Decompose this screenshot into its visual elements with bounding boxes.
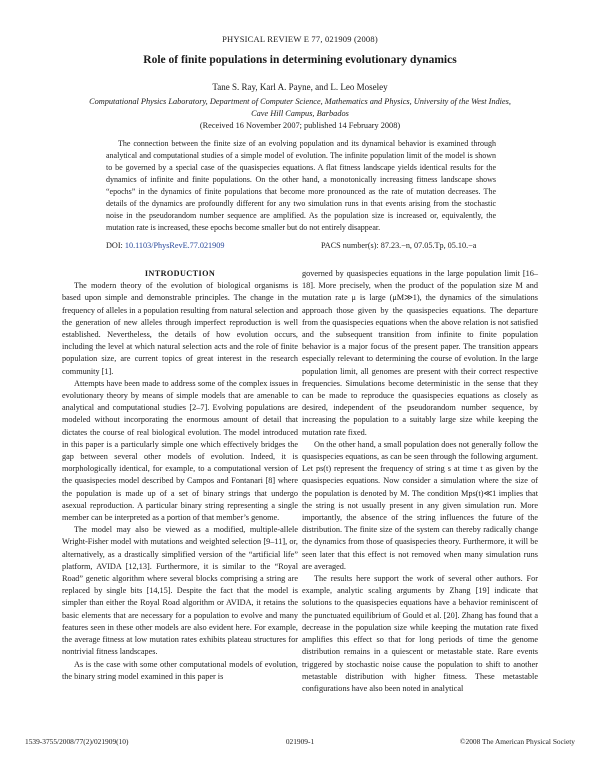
journal-header: PHYSICAL REVIEW E 77, 021909 (2008) [222, 34, 378, 44]
paragraph: The model may also be viewed as a modified, multiple-allele Wright-Fisher model with mutations and weighted selection [9–11], or, alternatively, as a drastically simplified version of the “artificial life” platform, AVIDA [12,13]. Furthermore, it is similar to the “Royal Road” genetic algorithm where several blocks comprising a string are replaced by single bits [14,15]. Despite the fact that the model is simpler than either the Royal Road algorithm or AVIDA, it retains the basic elements that are necessary for a population to evolve and many features seen in these other models are also evident here. For example, the average fitness at low mutation rates exhibits plateau structures for nontrivial fitness landscapes. [62, 525, 298, 657]
doi-link[interactable]: 10.1103/PhysRevE.77.021909 [124, 241, 225, 250]
paragraph: governed by quasispecies equations in the large population limit [16–18]. More precisely, when the product of the population size M and mutation rate μ is large (μM≫1), the dynamics of the simulations approach those given by the quasispecies equations. The departure from the quasispecies equations when the above relation is not satisfied and the subsequent transition from infinite to finite population behavior is a major focus of the present paper. The transition appears especially relevant to determining the course of evolution. In the large population limit, all genomes are present with their correct respective frequencies. Simulations become deterministic in the sense that they can be made to reproduce the quasispecies equations as closely as desired, independent of the pseudorandom number sequence, by increasing the population to a suitably large size while keeping the mutation rate fixed. [302, 269, 538, 437]
paragraph: The results here support the work of several other authors. For example, analytic scaling arguments by Zhang [19] indicate that solutions to the quasispecies equations have a behavior reminiscent of the punctuated equilibrium of Gould et al. [20]. Zhang has found that a decrease in the population size while keeping the mutation rate fixed amplifies this effect so that for long periods of time the genome distribution remains in a quiescent or metastable state. Rare events triggered by stochastic noise cause the population to shift to another metastable distribution with higher fitness. These metastable configurations have also been noted in analytical [302, 574, 538, 693]
paper-title: Role of finite populations in determining evolutionary dynamics [143, 54, 457, 66]
paragraph: The modern theory of the evolution of biological organisms is based upon simple and demonstrable principles. The change in the frequency of alleles in a population resulting from natural selection and the generation of new alleles through imperfect reproduction is well established. Nevertheless, the details of how evolution occurs, including the level at which natural selection acts and the role of finite population size, are current topics of great interest in the research community [1]. [62, 281, 298, 376]
doi-line [106, 241, 224, 250]
footer-page-number: 021909-1 [285, 737, 315, 746]
section-heading: INTRODUCTION [144, 269, 216, 278]
affiliation-line-2: Cave Hill Campus, Barbados [251, 109, 349, 118]
footer-copyright: ©2008 The American Physical Society [459, 737, 575, 746]
paragraph: On the other hand, a small population does not generally follow the quasispecies equations, as can be seen through the following argument. Let ps(t) represent the frequency of string s at time t as given by the quasispecies equations. Now consider a simulation where the size of the population is denoted by M. The condition Mps(t)≪1 implies that the string is not usually present in any given simulation run. More importantly, the absence of the string influences the future of the distribution. The finite size of the system can thereby radically change the dynamics from those of quasispecies theory. Furthermore, it will be seen later that this effect is not removed when many simulation runs are averaged. [302, 439, 538, 571]
paragraph: As is the case with some other computational models of evolution, the binary string model examined in this paper is [62, 659, 298, 681]
paragraph: Attempts have been made to address some of the complex issues in evolutionary theory by means of simple models that are amenable to analytical and computational studies [2–7]. Evolving populations are modeled without incorporating the enormous amount of detail that dictates the course of real biological evolution. The model introduced in this paper is a particularly simple one which effectively bridges the gap between several other models of evolution. Indeed, it is morphologically identical, for example, to a computational version of the quasispecies model described by Campos and Fontanari [8] where the population is made up of a set of binary strings that undergo asexual reproduction. A particular binary string representing a single member can be interpreted as a portion of that member’s genome. [62, 378, 298, 523]
abstract: The connection between the finite size of an evolving population and its dynamical behavior is examined through analytical and computational studies of a simple model of evolution. The infinite population limit of the model is shown to be governed by a special case of the quasispecies equations. A flat fitness landscape yields identical results for the dynamics of infinite and finite populations. On the other hand, a monotonically increasing fitness landscape shows “epochs” in the dynamics of finite populations that become more pronounced as the rate of mutation decreases. The details of the dynamics are profoundly different for any two simulation runs in that events arising from the stochastic noise in the pseudorandom number sequence are amplified. As the population size is increased or, equivalently, the mutation rate is increased, these epochs become smaller but do not entirely disappear. [106, 139, 496, 232]
doi-label: DOI: [106, 241, 123, 250]
affiliation [70, 96, 530, 120]
pacs-numbers: PACS number(s): 87.23.−n, 07.05.Tp, 05.10.−a [321, 241, 477, 250]
left-column [62, 268, 298, 683]
footer-issn: 1539-3755/2008/77(2)/021909(10) [25, 737, 129, 746]
author-list: Tane S. Ray, Karl A. Payne, and L. Leo Moseley [212, 82, 388, 92]
received-dates: (Received 16 November 2007; published 14 February 2008) [199, 121, 401, 130]
affiliation-line-1: Computational Physics Laboratory, Department of Computer Science, Mathematics and Physics, University of the West Indies, [89, 97, 511, 106]
right-column [302, 268, 538, 695]
